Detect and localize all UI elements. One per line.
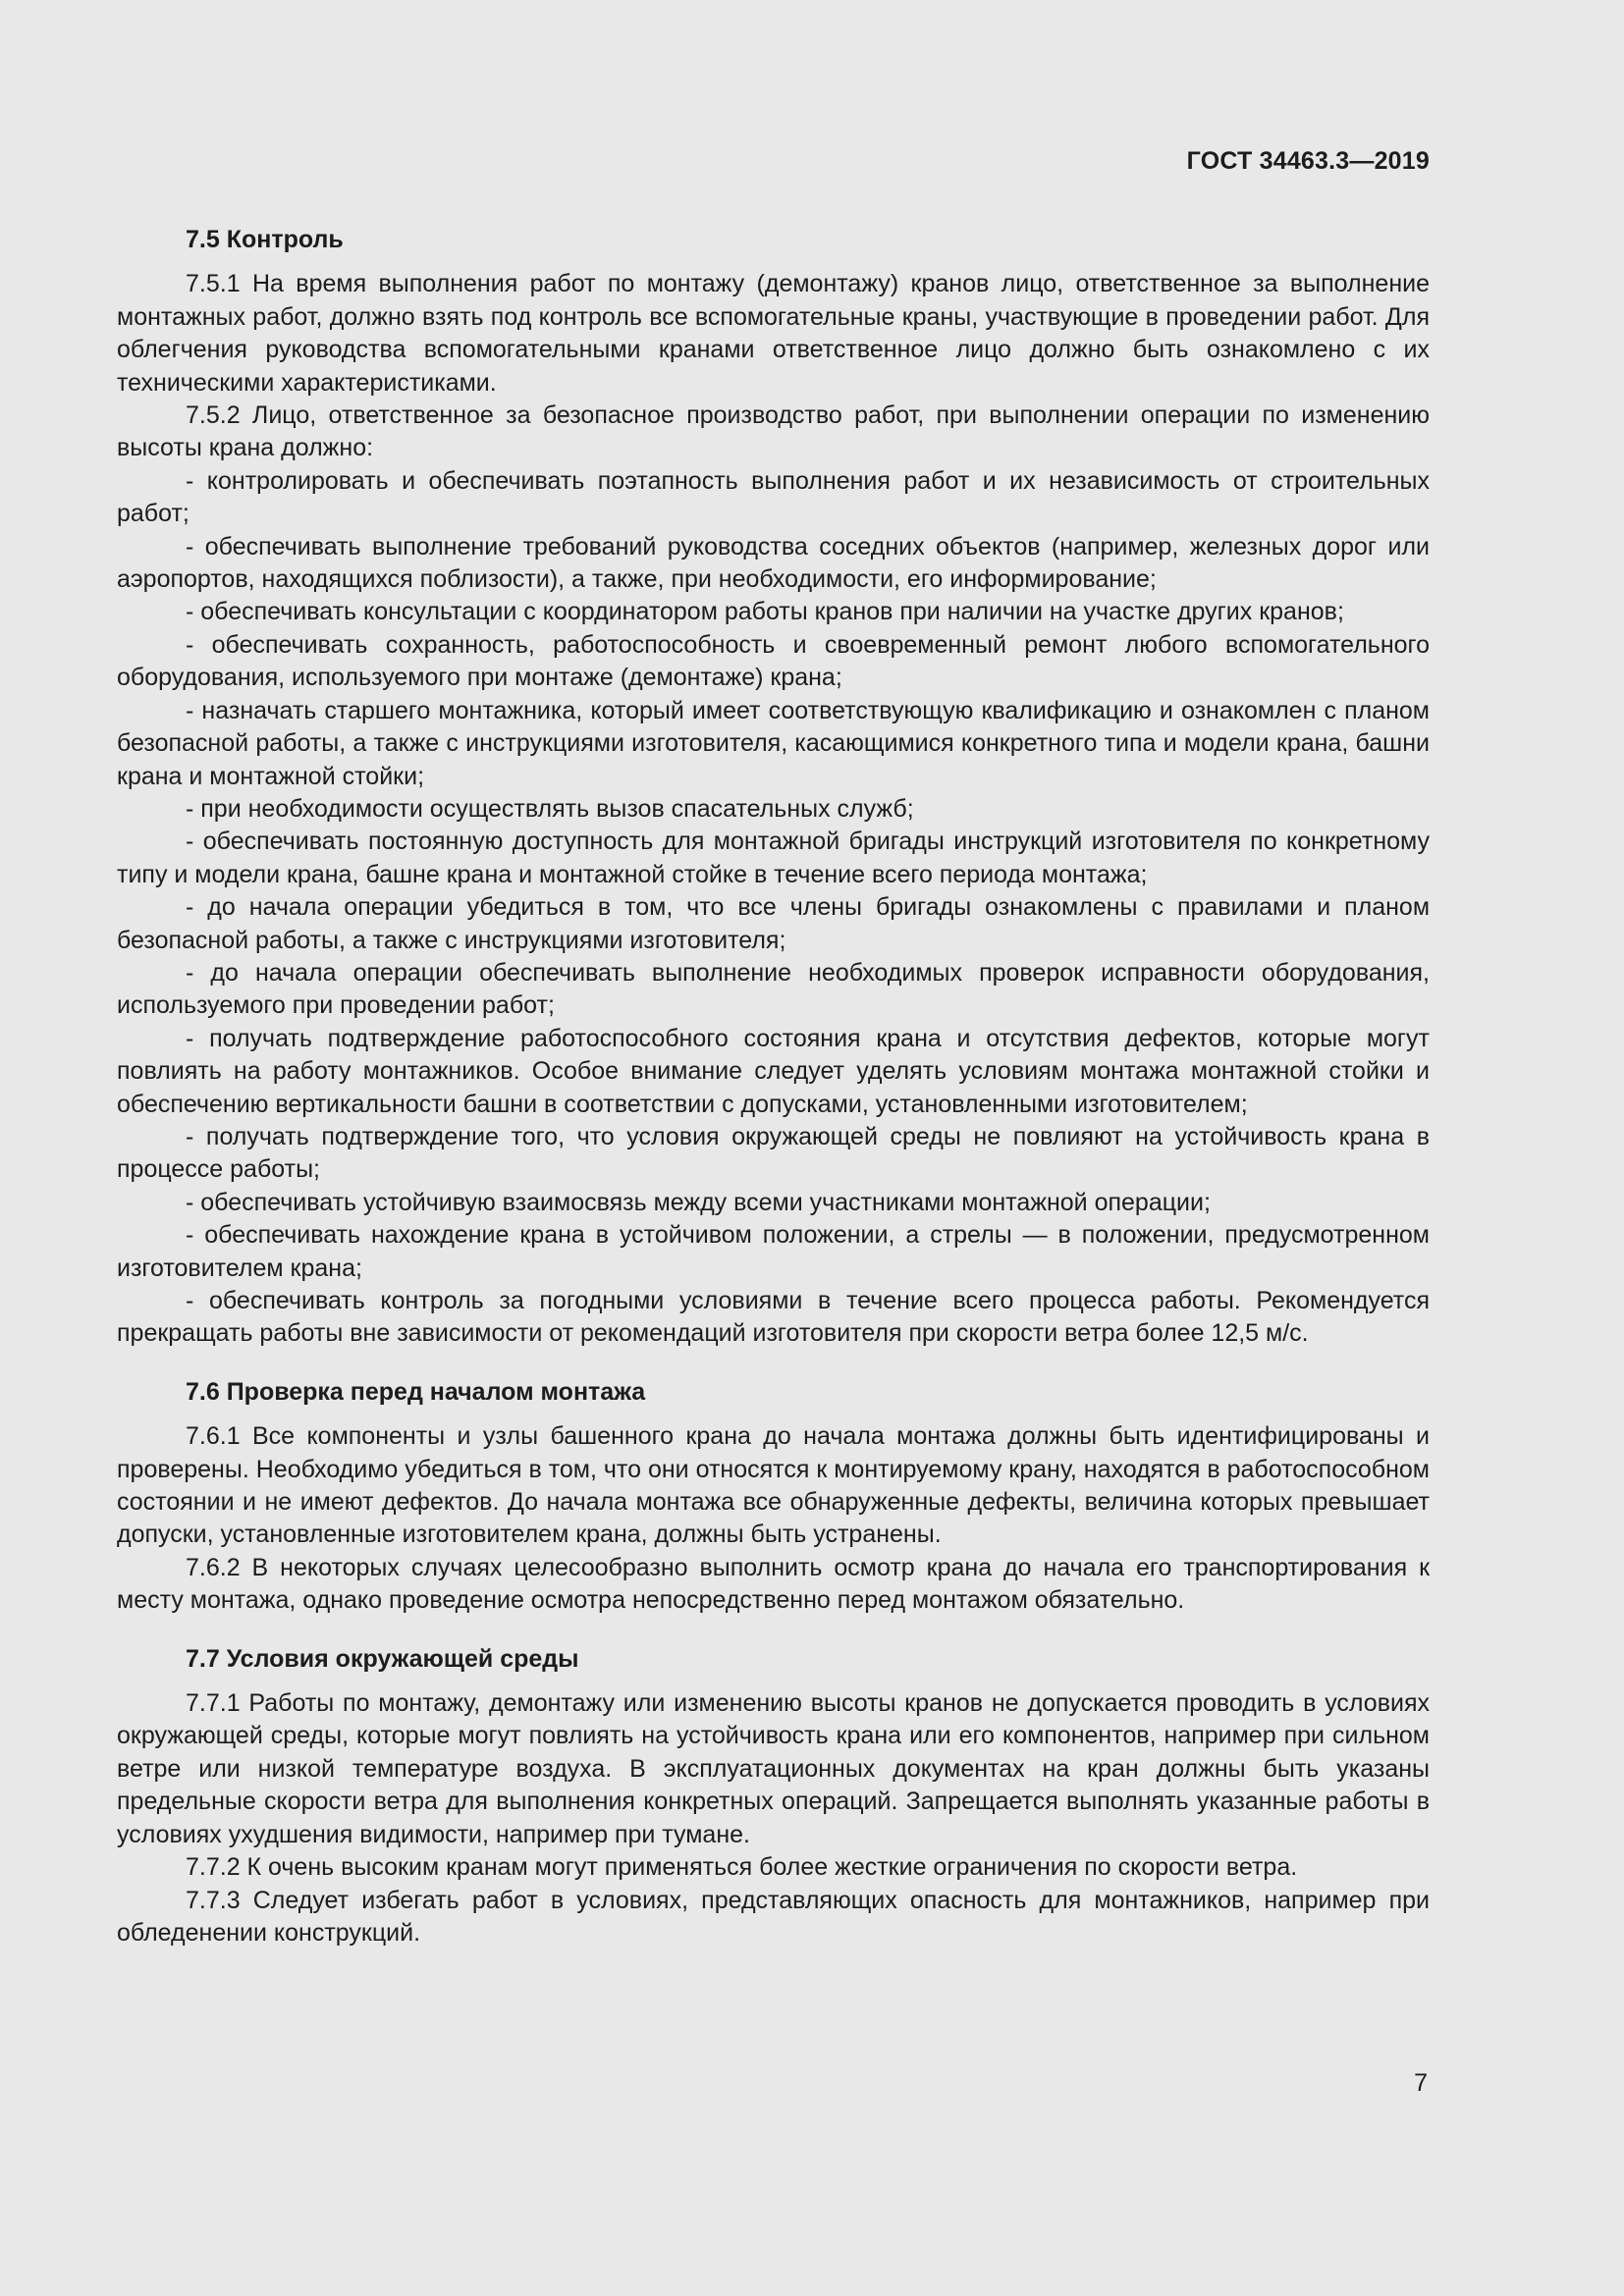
document-body [117, 224, 1430, 1949]
list-item: - обеспечивать сохранность, работоспособность и своевременный ремонт любого вспомогательного оборудования, используемого при монтаже (демонтаже) крана; [117, 630, 1430, 692]
list-item: - при необходимости осуществлять вызов спасательных служб; [186, 794, 914, 823]
list-item: - обеспечивать выполнение требований руководства соседних объектов (например, железных дорог или аэропортов, находящихся поблизости), а также, при необходимости, его информирование; [117, 532, 1430, 594]
list-item: - обеспечивать консультации с координатором работы кранов при наличии на участке других кранов; [186, 598, 1344, 626]
list-item: - обеспечивать нахождение крана в устойчивом положении, а стрелы — в положении, предусмотренном изготовителем крана; [117, 1221, 1430, 1282]
paragraph-7-7-3: 7.7.3 Следует избегать работ в условиях, представляющих опасность для монтажников, например при обледенении конструкций. [117, 1886, 1430, 1947]
list-item: - обеспечивать контроль за погодными условиями в течение всего процесса работы. Рекомендуется прекращать работы вне зависимости от рекомендаций изготовителя при скорости ветра более 12,5 м/с. [117, 1287, 1430, 1348]
paragraph-7-6-2: 7.6.2 В некоторых случаях целесообразно выполнить осмотр крана до начала его транспортирования к месту монтажа, однако проведение осмотра непосредственно перед монтажом обязательно. [117, 1553, 1430, 1615]
list-item: - до начала операции обеспечивать выполнение необходимых проверок исправности оборудования, используемого при проведении работ; [117, 958, 1430, 1020]
list-item: - получать подтверждение работоспособного состояния крана и отсутствия дефектов, которые могут повлиять на работу монтажников. Особое внимание следует уделять условиям монтажа монтажной стойки и обеспечению вертикальности башни в соответствии с допусками, установленными изготовителем; [117, 1024, 1430, 1118]
list-item: - назначать старшего монтажника, который имеет соответствующую квалификацию и ознакомлен с планом безопасной работы, а также с инструкциями изготовителя, касающимися конкретного типа и модели крана, башни крана и монтажной стойки; [117, 696, 1430, 790]
list-item: - получать подтверждение того, что условия окружающей среды не повлияют на устойчивость крана в процессе работы; [117, 1122, 1430, 1184]
paragraph-7-5-2: 7.5.2 Лицо, ответственное за безопасное производство работ, при выполнении операции по изменению высоты крана должно: [117, 401, 1430, 462]
section-title-7-5: 7.5 Контроль [186, 226, 344, 253]
list-item: - до начала операции убедиться в том, что все члены бригады ознакомлены с правилами и планом безопасной работы, а также с инструкциями изготовителя; [117, 893, 1430, 954]
list-item: - обеспечивать постоянную доступность для монтажной бригады инструкций изготовителя по конкретному типу и модели крана, башне крана и монтажной стойке в течение всего периода монтажа; [117, 828, 1430, 888]
document-header: ГОСТ 34463.3—2019 [1186, 147, 1430, 175]
list-item: - контролировать и обеспечивать поэтапность выполнения работ и их независимость от строительных работ; [117, 466, 1430, 528]
paragraph-7-5-1: 7.5.1 На время выполнения работ по монтажу (демонтажу) кранов лицо, ответственное за выполнение монтажных работ, должно взять под контроль все вспомогательные краны, участвующие в проведении работ. Для облегчения руководства вспомогательными кранами ответственное лицо должно быть ознакомлено с их техническими характеристиками. [117, 270, 1430, 397]
paragraph-7-7-1: 7.7.1 Работы по монтажу, демонтажу или изменению высоты кранов не допускается проводить в условиях окружающей среды, которые могут повлиять на устойчивость крана или его компонентов, например при сильном ветре или низкой температуре воздуха. В эксплуатационных документах на кран должны быть указаны предельные скорости ветра для выполнения конкретных операций. Запрещается выполнять указанные работы в условиях ухудшения видимости, например при тумане. [117, 1689, 1430, 1848]
page-number: 7 [1414, 2069, 1428, 2097]
section-title-7-7: 7.7 Условия окружающей среды [186, 1644, 579, 1673]
list-item: - обеспечивать устойчивую взаимосвязь между всеми участниками монтажной операции; [186, 1188, 1211, 1216]
section-title-7-6: 7.6 Проверка перед началом монтажа [186, 1377, 646, 1406]
paragraph-7-7-2: 7.7.2 К очень высоким кранам могут применяться более жесткие ограничения по скорости ветра. [186, 1853, 1298, 1882]
paragraph-7-6-1: 7.6.1 Все компоненты и узлы башенного крана до начала монтажа должны быть идентифицированы и проверены. Необходимо убедиться в том, что они относятся к монтируемому крану, находятся в работоспособном состоянии и не имеют дефектов. До начала монтажа все обнаруженные дефекты, величина которых превышает допуски, установленные изготовителем крана, должны быть устранены. [117, 1422, 1430, 1549]
